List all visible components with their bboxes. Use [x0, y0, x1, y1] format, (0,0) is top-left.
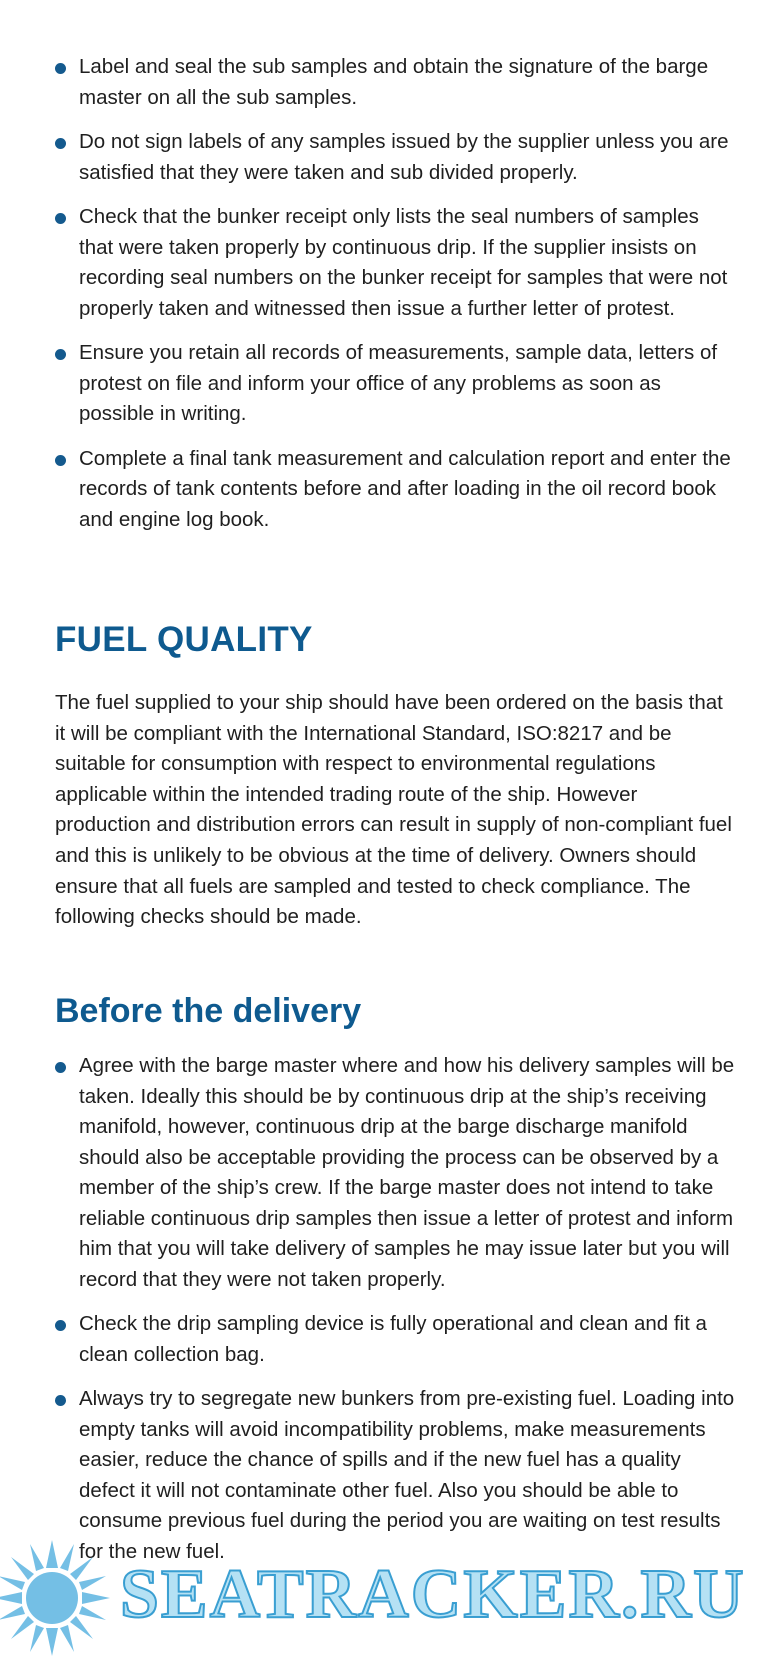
list-item: [55, 202, 735, 324]
list-item: [55, 1051, 735, 1295]
list-item: [55, 127, 735, 188]
bullet-list-top: [55, 52, 735, 549]
list-item-text: Label and seal the sub samples and obtain the signature of the barge master on all the sub samples.: [79, 55, 709, 109]
list-item-text: Check that the bunker receipt only lists the seal numbers of samples that were taken properly by continuous drip. If the supplier insists on recording seal numbers on the bunker receipt for samples that were not properly taken and witnessed then issue a further letter of protest.: [79, 205, 728, 320]
fuel-quality-heading: FUEL QUALITY: [55, 620, 313, 659]
list-item: [55, 1309, 735, 1370]
list-item: [55, 444, 735, 536]
bullet-dot-icon: [55, 63, 66, 74]
bullet-dot-icon: [55, 1320, 66, 1331]
list-item: [55, 1384, 735, 1567]
bullet-dot-icon: [55, 1395, 66, 1406]
list-item: [55, 338, 735, 430]
list-item-text: Check the drip sampling device is fully operational and clean and fit a clean collection bag.: [79, 1312, 707, 1366]
watermark-text: SEATRACKER.RU: [120, 1556, 746, 1633]
list-item-text: Agree with the barge master where and how his delivery samples will be taken. Ideally this should be by continuous drip at the ship’s receiving manifold, however, continuous drip at the barge discharge manifold should also be acceptable providing the process can be observed by a member of the ship’s crew. If the barge master does not intend to take reliable continuous drip samples then issue a letter of protest and inform him that you will take delivery of samples he may issue later but you will record that they were not taken properly.: [79, 1054, 735, 1291]
bullet-dot-icon: [55, 138, 66, 149]
list-item-text: Complete a final tank measurement and calculation report and enter the records of tank contents before and after loading in the oil record book and engine log book.: [79, 446, 731, 531]
bullet-dot-icon: [55, 1062, 66, 1073]
list-item-text: Do not sign labels of any samples issued by the supplier unless you are satisfied that they were taken and sub divided properly.: [79, 130, 729, 184]
bullet-list-before-delivery: [55, 1051, 735, 1581]
list-item: [55, 52, 735, 113]
bullet-dot-icon: [55, 455, 66, 466]
list-item-text: Always try to segregate new bunkers from pre-existing fuel. Loading into empty tanks will avoid incompatibility problems, make measurements easier, reduce the chance of spills and if the new fuel has a quality defect it will not contaminate other fuel. Also you should be able to consume previous fuel during the period you are waiting on test results for the new fuel.: [79, 1387, 735, 1563]
list-item-text: Ensure you retain all records of measurements, sample data, letters of protest on file and inform your office of any problems as soon as possible in writing.: [79, 341, 718, 425]
fuel-quality-paragraph: The fuel supplied to your ship should have been ordered on the basis that it will be compliant with the International Standard, ISO:8217 and be suitable for consumption with respect to environmental regulations applicable within the intended trading route of the ship. However production and distribution errors can result in supply of non-compliant fuel and this is unlikely to be obvious at the time of delivery. Owners should ensure that all fuels are sampled and tested to check compliance. The following checks should be made.: [55, 691, 732, 929]
bullet-dot-icon: [55, 349, 66, 360]
bullet-dot-icon: [55, 213, 66, 224]
watermark-sun-icon: [0, 1538, 112, 1658]
before-delivery-heading: Before the delivery: [55, 992, 362, 1030]
